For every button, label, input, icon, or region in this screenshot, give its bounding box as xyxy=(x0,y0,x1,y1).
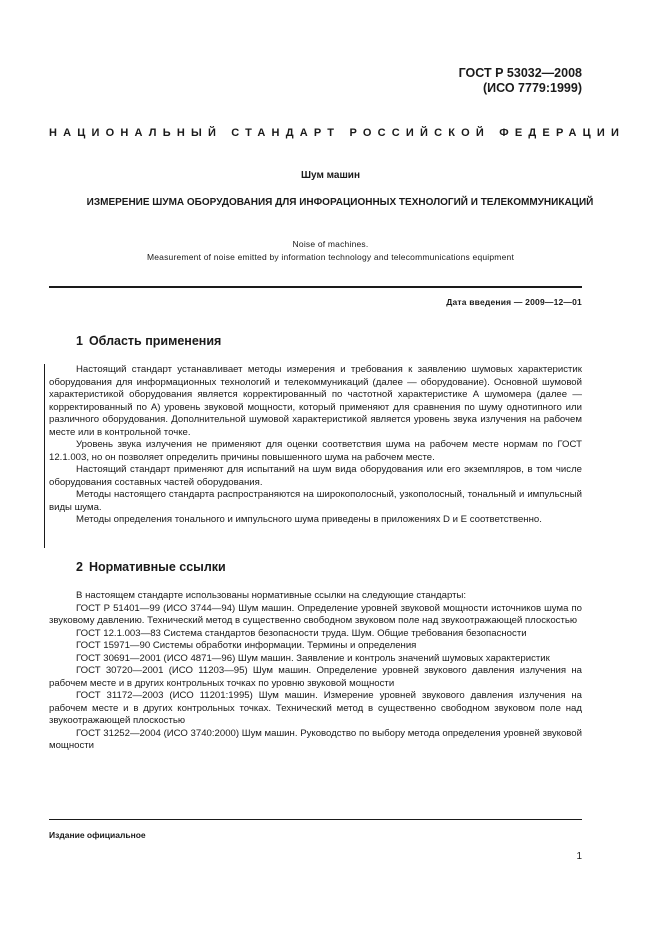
iso-reference: (ИСО 7779:1999) xyxy=(483,81,582,95)
paragraph: Настоящий стандарт применяют для испытаний на шум вида оборудования или его экземпляров, в том числе оборудования составных частей оборудования. xyxy=(49,464,582,488)
section-2-number: 2 xyxy=(76,560,83,574)
standard-number: ГОСТ Р 53032—2008 xyxy=(458,66,582,80)
section-2-body xyxy=(49,590,582,753)
national-standard-banner: НАЦИОНАЛЬНЫЙ СТАНДАРТ РОССИЙСКОЙ ФЕДЕРАЦИИ xyxy=(49,127,626,139)
english-title-line-1: Noise of machines. xyxy=(292,239,369,249)
reference-entry: ГОСТ 12.1.003—83 Система стандартов безопасности труда. Шум. Общие требования безопасности xyxy=(76,627,527,639)
title-divider xyxy=(49,286,582,288)
footer-divider xyxy=(49,819,582,820)
document-title: ИЗМЕРЕНИЕ ШУМА ОБОРУДОВАНИЯ ДЛЯ ИНФОРАЦИОННЫХ ТЕХНОЛОГИЙ И ТЕЛЕКОММУНИКАЦИЙ xyxy=(86,197,594,208)
change-bar xyxy=(44,364,45,548)
english-title-line-2: Measurement of noise emitted by information technology and telecommunications equipment xyxy=(146,252,515,262)
paragraph: Настоящий стандарт устанавливает методы измерения и требования к заявлению шумовых характеристик оборудования для информационных технологий и телекоммуникаций (далее — оборудование). Основной шумовой характеристикой оборудования является корректированный по частотной характеристике А шумомера (далее — корректированный по А) уровень звуковой мощности, который применяют для сравнения по шуму однотипного или различного оборудования. Дополнительной шумовой характеристикой является уровень звука излучения на рабочем месте или в контрольной точке. xyxy=(49,364,582,438)
reference-entry: ГОСТ 30691—2001 (ИСО 4871—96) Шум машин. Заявление и контроль значений шумовых характеристик xyxy=(76,652,550,664)
page-number: 1 xyxy=(576,851,582,862)
reference-entry: ГОСТ Р 51401—99 (ИСО 3744—94) Шум машин. Определение уровней звуковой мощности источников шума по звуковому давлению. Технический метод в существенно свободном звуковом поле над звукоотражающей плоскостью xyxy=(49,602,582,626)
reference-entry: ГОСТ 30720—2001 (ИСО 11203—95) Шум машин. Определение уровней звукового давления излучения на рабочем месте и в других контрольных точках по уровню звуковой мощности xyxy=(49,665,582,689)
section-1-heading xyxy=(76,334,221,348)
paragraph: Методы настоящего стандарта распространяются на широкополосный, узкополосный, тональный и импульсный виды шума. xyxy=(49,489,582,513)
section-1-number: 1 xyxy=(76,334,83,348)
paragraph: В настоящем стандарте использованы нормативные ссылки на следующие стандарты: xyxy=(76,590,467,601)
document-topic: Шум машин xyxy=(300,170,360,181)
introduction-date: Дата введения — 2009—12—01 xyxy=(446,297,582,307)
official-edition-label: Издание официальное xyxy=(49,830,146,840)
section-1-title: Область применения xyxy=(88,334,222,348)
reference-entry: ГОСТ 31172—2003 (ИСО 11201:1995) Шум машин. Измерение уровней звукового давления излучения на рабочем месте и в других контрольных точках. Технический метод в существенно свободном звуковом поле над звукоотражающей плоскостью xyxy=(49,690,582,726)
paragraph: Методы определения тонального и импульсного шума приведены в приложениях D и E соответственно. xyxy=(76,514,542,525)
reference-entry: ГОСТ 15971—90 Системы обработки информации. Термины и определения xyxy=(76,640,417,651)
english-title xyxy=(0,238,661,264)
paragraph: Уровень звука излучения не применяют для оценки соответствия шума на рабочем месте нормам по ГОСТ 12.1.003, но он позволяет определить причины повышенного шума на рабочем месте. xyxy=(49,439,582,463)
section-2-title: Нормативные ссылки xyxy=(88,560,226,574)
standard-designation xyxy=(459,66,582,96)
section-1-body xyxy=(49,364,582,527)
section-2-heading xyxy=(76,560,226,574)
reference-entry: ГОСТ 31252—2004 (ИСО 3740:2000) Шум машин. Руководство по выбору метода определения уровней звуковой мощности xyxy=(49,727,582,751)
